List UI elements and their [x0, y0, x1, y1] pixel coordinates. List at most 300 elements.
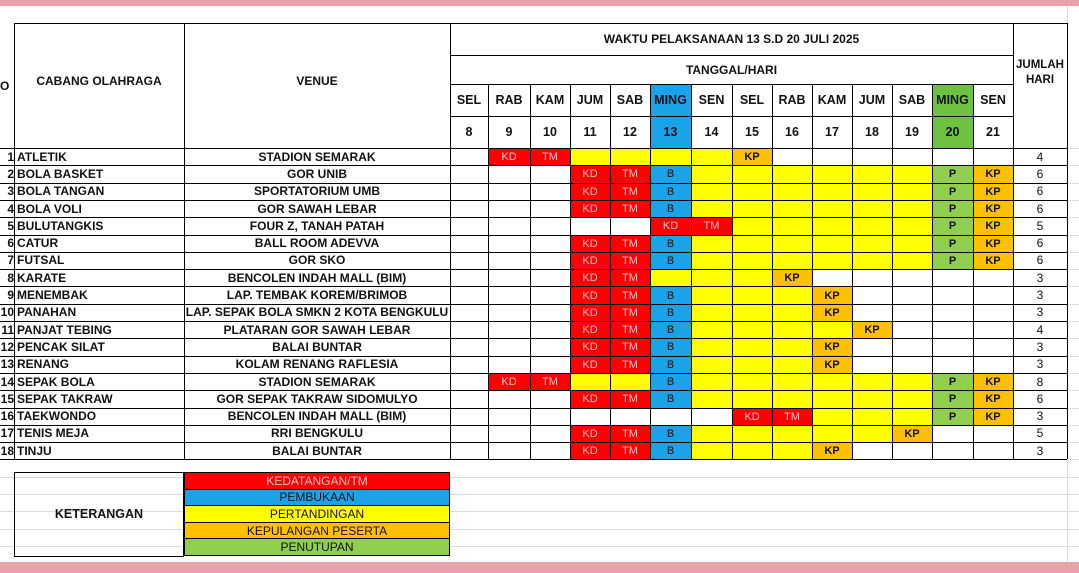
schedule-cell-b[interactable]: B	[650, 304, 691, 321]
schedule-cell-tm[interactable]: TM	[610, 183, 650, 200]
schedule-cell-kp[interactable]: KP	[973, 200, 1013, 217]
table-border	[450, 23, 451, 459]
schedule-cell-b[interactable]: B	[650, 252, 691, 269]
schedule-cell-pertandingan[interactable]	[892, 373, 932, 390]
schedule-cell-pertandingan[interactable]	[812, 166, 852, 183]
schedule-cell-pertandingan[interactable]	[772, 235, 812, 252]
legend-item: PENUTUPAN	[184, 538, 450, 556]
schedule-cell-p[interactable]: P	[932, 200, 973, 217]
schedule-cell-tm[interactable]: TM	[610, 287, 650, 304]
schedule-cell-b[interactable]: B	[650, 287, 691, 304]
total-days[interactable]: 5	[1036, 218, 1044, 233]
schedule-cell-kp[interactable]: KP	[812, 356, 852, 373]
row-number: 12	[0, 339, 14, 354]
schedule-cell-kd[interactable]: KD	[570, 252, 610, 269]
table-border	[932, 84, 933, 459]
sport-name[interactable]: BOLA BASKET	[17, 166, 104, 181]
schedule-cell-b[interactable]: B	[650, 322, 691, 339]
venue-name[interactable]: BENCOLEN INDAH MALL (BIM)	[227, 409, 407, 424]
schedule-cell-tm[interactable]: TM	[610, 304, 650, 321]
sport-name[interactable]: PENCAK SILAT	[17, 339, 105, 354]
schedule-cell-tm[interactable]: TM	[530, 149, 570, 166]
date-number-header: 15	[745, 125, 759, 139]
header-sport: CABANG OLAHRAGA	[36, 73, 162, 88]
schedule-cell-kp[interactable]: KP	[772, 270, 812, 287]
schedule-cell-pertandingan[interactable]	[772, 218, 812, 235]
schedule-cell-pertandingan[interactable]	[691, 356, 732, 373]
schedule-cell-kp[interactable]: KP	[812, 287, 852, 304]
schedule-cell-pertandingan[interactable]	[732, 270, 772, 287]
row-number: 1	[7, 149, 14, 164]
venue-name[interactable]: LAP. TEMBAK KOREM/BRIMOB	[226, 288, 408, 303]
total-days[interactable]: 6	[1036, 236, 1044, 251]
row-number: 13	[0, 357, 14, 372]
schedule-cell-pertandingan[interactable]	[732, 235, 772, 252]
schedule-cell-tm[interactable]: TM	[772, 408, 812, 425]
day-name-header: RAB	[778, 93, 806, 107]
schedule-cell-b[interactable]: B	[650, 200, 691, 217]
schedule-cell-pertandingan[interactable]	[691, 304, 732, 321]
sport-name[interactable]: TAEKWONDO	[17, 409, 97, 424]
table-border	[0, 183, 1067, 184]
table-border	[14, 23, 15, 459]
schedule-cell-pertandingan[interactable]	[812, 408, 852, 425]
schedule-cell-pertandingan[interactable]	[691, 200, 732, 217]
legend-item: PERTANDINGAN	[184, 505, 450, 523]
schedule-cell-pertandingan[interactable]	[732, 304, 772, 321]
spreadsheet	[0, 6, 1079, 562]
date-number-header: 12	[623, 125, 637, 139]
schedule-cell-pertandingan[interactable]	[852, 425, 892, 442]
schedule-cell-kp[interactable]: KP	[973, 252, 1013, 269]
row-number: 4	[7, 201, 14, 216]
schedule-cell-tm[interactable]: TM	[610, 200, 650, 217]
total-days[interactable]: 5	[1036, 426, 1044, 441]
schedule-cell-pertandingan[interactable]	[852, 235, 892, 252]
table-border	[892, 84, 893, 459]
venue-name[interactable]: STADION SEMARAK	[258, 374, 376, 389]
schedule-cell-p[interactable]: P	[932, 235, 973, 252]
schedule-cell-pertandingan[interactable]	[732, 200, 772, 217]
schedule-cell-b[interactable]: B	[650, 356, 691, 373]
day-name-header: SAB	[616, 93, 644, 107]
schedule-cell-kd[interactable]: KD	[570, 339, 610, 356]
total-days[interactable]: 6	[1036, 391, 1044, 406]
table-border	[0, 269, 1067, 270]
total-days[interactable]: 6	[1036, 184, 1044, 199]
day-name-header: MING	[936, 93, 969, 107]
schedule-cell-kd[interactable]: KD	[488, 149, 530, 166]
sport-name[interactable]: RENANG	[17, 357, 70, 372]
schedule-cell-pertandingan[interactable]	[650, 149, 691, 166]
schedule-cell-tm[interactable]: TM	[610, 339, 650, 356]
schedule-cell-kp[interactable]: KP	[812, 304, 852, 321]
schedule-cell-pertandingan[interactable]	[812, 183, 852, 200]
sport-name[interactable]: MENEMBAK	[17, 288, 88, 303]
schedule-cell-kd[interactable]: KD	[570, 391, 610, 408]
schedule-cell-kd[interactable]: KD	[570, 443, 610, 460]
schedule-cell-pertandingan[interactable]	[691, 391, 732, 408]
schedule-cell-pertandingan[interactable]	[892, 391, 932, 408]
header-no: O	[0, 78, 10, 93]
schedule-cell-b[interactable]: B	[650, 235, 691, 252]
schedule-cell-pertandingan[interactable]	[691, 425, 732, 442]
date-number-header: 10	[543, 125, 557, 139]
schedule-cell-pertandingan[interactable]	[691, 183, 732, 200]
schedule-cell-pertandingan[interactable]	[691, 443, 732, 460]
row-number: 7	[7, 253, 14, 268]
schedule-cell-b[interactable]: B	[650, 373, 691, 390]
schedule-cell-pertandingan[interactable]	[852, 200, 892, 217]
table-border	[0, 304, 1067, 305]
table-border	[0, 217, 1067, 218]
sport-name[interactable]: KARATE	[17, 270, 67, 285]
schedule-cell-kd[interactable]: KD	[570, 322, 610, 339]
total-days[interactable]: 3	[1036, 443, 1044, 458]
table-border	[0, 459, 1067, 460]
schedule-cell-kd[interactable]: KD	[488, 373, 530, 390]
schedule-cell-kp[interactable]: KP	[812, 443, 852, 460]
sport-name[interactable]: SEPAK TAKRAW	[17, 391, 113, 406]
total-days[interactable]: 3	[1036, 305, 1044, 320]
schedule-cell-pertandingan[interactable]	[852, 408, 892, 425]
schedule-cell-kd[interactable]: KD	[570, 270, 610, 287]
schedule-cell-tm[interactable]: TM	[610, 235, 650, 252]
venue-name[interactable]: STADION SEMARAK	[258, 149, 376, 164]
table-border	[570, 84, 571, 459]
total-days[interactable]: 3	[1036, 288, 1044, 303]
schedule-cell-pertandingan[interactable]	[570, 373, 610, 390]
schedule-cell-pertandingan[interactable]	[772, 252, 812, 269]
schedule-cell-pertandingan[interactable]	[852, 373, 892, 390]
row-number: 17	[0, 426, 14, 441]
schedule-cell-b[interactable]: B	[650, 339, 691, 356]
schedule-cell-pertandingan[interactable]	[610, 149, 650, 166]
day-name-header: KAM	[817, 93, 847, 107]
schedule-cell-pertandingan[interactable]	[772, 339, 812, 356]
schedule-cell-pertandingan[interactable]	[691, 252, 732, 269]
venue-name[interactable]: PLATARAN GOR SAWAH LEBAR	[223, 322, 411, 337]
schedule-cell-kd[interactable]: KD	[570, 235, 610, 252]
schedule-cell-pertandingan[interactable]	[772, 287, 812, 304]
schedule-cell-pertandingan[interactable]	[732, 425, 772, 442]
schedule-cell-pertandingan[interactable]	[892, 235, 932, 252]
schedule-cell-pertandingan[interactable]	[732, 443, 772, 460]
date-number-header: 20	[945, 125, 960, 139]
total-days[interactable]: 4	[1036, 322, 1044, 337]
schedule-cell-b[interactable]: B	[650, 425, 691, 442]
schedule-cell-kp[interactable]: KP	[973, 183, 1013, 200]
schedule-cell-pertandingan[interactable]	[892, 183, 932, 200]
schedule-cell-tm[interactable]: TM	[610, 252, 650, 269]
legend-item: KEDATANGAN/TM	[184, 472, 450, 490]
venue-name[interactable]: BENCOLEN INDAH MALL (BIM)	[227, 270, 407, 285]
total-days[interactable]: 3	[1036, 409, 1044, 424]
schedule-cell-pertandingan[interactable]	[812, 252, 852, 269]
schedule-cell-pertandingan[interactable]	[892, 252, 932, 269]
table-border	[0, 252, 1067, 253]
schedule-cell-kd[interactable]: KD	[570, 183, 610, 200]
schedule-cell-pertandingan[interactable]	[772, 200, 812, 217]
venue-name[interactable]: SPORTATORIUM UMB	[254, 184, 380, 199]
schedule-cell-pertandingan[interactable]	[772, 166, 812, 183]
date-number-header: 13	[663, 125, 678, 139]
total-days[interactable]: 8	[1036, 374, 1044, 389]
row-number: 10	[0, 305, 14, 320]
schedule-cell-pertandingan[interactable]	[772, 391, 812, 408]
row-number: 6	[7, 236, 14, 251]
schedule-cell-kp[interactable]: KP	[973, 373, 1013, 390]
schedule-cell-tm[interactable]: TM	[610, 443, 650, 460]
schedule-cell-pertandingan[interactable]	[691, 339, 732, 356]
schedule-cell-p[interactable]: P	[932, 252, 973, 269]
total-days[interactable]: 3	[1036, 339, 1044, 354]
schedule-cell-pertandingan[interactable]	[691, 166, 732, 183]
schedule-cell-tm[interactable]: TM	[530, 373, 570, 390]
table-border	[650, 84, 651, 459]
schedule-cell-kp[interactable]: KP	[852, 322, 892, 339]
schedule-cell-pertandingan[interactable]	[772, 425, 812, 442]
date-number-header: 9	[505, 125, 513, 139]
schedule-cell-kp[interactable]: KP	[812, 339, 852, 356]
schedule-cell-p[interactable]: P	[932, 391, 973, 408]
sport-name[interactable]: SEPAK BOLA	[17, 374, 95, 389]
row-number: 16	[0, 409, 14, 424]
date-number-header: 18	[865, 125, 879, 139]
schedule-cell-tm[interactable]: TM	[610, 425, 650, 442]
schedule-cell-tm[interactable]: TM	[610, 391, 650, 408]
schedule-cell-pertandingan[interactable]	[691, 235, 732, 252]
venue-name[interactable]: GOR SKO	[288, 253, 346, 268]
schedule-cell-p[interactable]: P	[932, 373, 973, 390]
schedule-cell-tm[interactable]: TM	[610, 356, 650, 373]
schedule-cell-kd[interactable]: KD	[732, 408, 772, 425]
schedule-cell-pertandingan[interactable]	[772, 356, 812, 373]
schedule-cell-tm[interactable]: TM	[610, 270, 650, 287]
table-border	[973, 84, 974, 459]
schedule-cell-b[interactable]: B	[650, 166, 691, 183]
table-border	[530, 84, 531, 459]
row-number: 18	[0, 443, 14, 458]
table-border	[0, 321, 1067, 322]
table-border	[1013, 23, 1014, 459]
table-border	[732, 84, 733, 459]
total-days[interactable]: 6	[1036, 201, 1044, 216]
schedule-cell-pertandingan[interactable]	[732, 183, 772, 200]
schedule-cell-pertandingan[interactable]	[691, 322, 732, 339]
sport-name[interactable]: PANJAT TEBING	[17, 322, 112, 337]
schedule-cell-pertandingan[interactable]	[772, 322, 812, 339]
table-border	[0, 165, 1067, 166]
schedule-cell-pertandingan[interactable]	[732, 287, 772, 304]
table-border	[488, 84, 489, 459]
schedule-cell-pertandingan[interactable]	[852, 183, 892, 200]
day-name-header: RAB	[495, 93, 523, 107]
schedule-cell-pertandingan[interactable]	[691, 373, 732, 390]
venue-name[interactable]: LAP. SEPAK BOLA SMKN 2 KOTA BENGKULU	[185, 305, 449, 320]
sport-name[interactable]: CATUR	[17, 236, 59, 251]
table-border	[0, 373, 1067, 374]
schedule-cell-pertandingan[interactable]	[852, 218, 892, 235]
table-border	[812, 84, 813, 459]
day-name-header: SEL	[456, 93, 482, 107]
schedule-cell-pertandingan[interactable]	[812, 373, 852, 390]
schedule-cell-pertandingan[interactable]	[812, 235, 852, 252]
schedule-cell-pertandingan[interactable]	[732, 373, 772, 390]
schedule-cell-kp[interactable]: KP	[892, 425, 932, 442]
schedule-cell-pertandingan[interactable]	[892, 218, 932, 235]
day-name-header: MING	[654, 93, 687, 107]
venue-name[interactable]: GOR SAWAH LEBAR	[257, 201, 377, 216]
row-number: 5	[7, 218, 14, 233]
table-border	[14, 23, 1067, 24]
schedule-cell-pertandingan[interactable]	[772, 304, 812, 321]
sport-name[interactable]: BULUTANGKIS	[17, 218, 104, 233]
schedule-cell-pertandingan[interactable]	[732, 391, 772, 408]
row-number: 3	[7, 184, 14, 199]
schedule-cell-kd[interactable]: KD	[570, 200, 610, 217]
sport-name[interactable]: TINJU	[17, 443, 52, 458]
table-border	[0, 200, 1067, 201]
table-border	[0, 390, 1067, 391]
sport-name[interactable]: BOLA TANGAN	[17, 184, 105, 199]
schedule-cell-pertandingan[interactable]	[772, 373, 812, 390]
sport-name[interactable]: PANAHAN	[17, 305, 77, 320]
row-number: 14	[0, 374, 14, 389]
date-number-header: 21	[986, 125, 1000, 139]
schedule-cell-kd[interactable]: KD	[570, 425, 610, 442]
schedule-cell-p[interactable]: P	[932, 183, 973, 200]
venue-name[interactable]: BALAI BUNTAR	[272, 443, 362, 458]
venue-name[interactable]: KOLAM RENANG RAFLESIA	[235, 357, 399, 372]
schedule-cell-pertandingan[interactable]	[732, 252, 772, 269]
total-days[interactable]: 3	[1036, 357, 1044, 372]
schedule-cell-pertandingan[interactable]	[852, 166, 892, 183]
venue-name[interactable]: RRI BENGKULU	[271, 426, 363, 441]
table-border	[0, 235, 1067, 236]
schedule-cell-pertandingan[interactable]	[570, 149, 610, 166]
schedule-cell-pertandingan[interactable]	[732, 322, 772, 339]
table-border	[0, 425, 1067, 426]
total-days[interactable]: 6	[1036, 166, 1044, 181]
date-number-header: 11	[583, 125, 597, 139]
schedule-cell-pertandingan[interactable]	[732, 356, 772, 373]
day-name-header: SEN	[980, 93, 1006, 107]
schedule-cell-pertandingan[interactable]	[852, 391, 892, 408]
schedule-cell-kp[interactable]: KP	[973, 235, 1013, 252]
table-border	[0, 338, 1067, 339]
table-border	[184, 23, 185, 459]
table-border	[450, 55, 1013, 56]
header-total: JUMLAH HARI	[1016, 59, 1064, 86]
schedule-cell-kp[interactable]: KP	[973, 166, 1013, 183]
header-venue: VENUE	[296, 73, 338, 88]
venue-name[interactable]: GOR UNIB	[287, 166, 347, 181]
sport-name[interactable]: ATLETIK	[17, 149, 67, 164]
schedule-cell-p[interactable]: P	[932, 408, 973, 425]
schedule-cell-b[interactable]: B	[650, 443, 691, 460]
schedule-cell-tm[interactable]: TM	[610, 322, 650, 339]
table-border	[0, 286, 1067, 287]
schedule-cell-pertandingan[interactable]	[812, 322, 852, 339]
schedule-cell-kd[interactable]: KD	[650, 218, 691, 235]
schedule-cell-pertandingan[interactable]	[691, 149, 732, 166]
schedule-cell-kp[interactable]: KP	[973, 408, 1013, 425]
schedule-cell-pertandingan[interactable]	[812, 200, 852, 217]
legend-item: PEMBUKAAN	[184, 489, 450, 507]
schedule-cell-kp[interactable]: KP	[732, 149, 772, 166]
schedule-cell-p[interactable]: P	[932, 166, 973, 183]
schedule-cell-pertandingan[interactable]	[732, 166, 772, 183]
schedule-cell-b[interactable]: B	[650, 183, 691, 200]
schedule-cell-pertandingan[interactable]	[812, 218, 852, 235]
schedule-cell-pertandingan[interactable]	[610, 373, 650, 390]
sport-name[interactable]: FUTSAL	[17, 253, 65, 268]
sport-name[interactable]: TENIS MEJA	[17, 426, 90, 441]
table-border	[691, 84, 692, 459]
schedule-cell-tm[interactable]: TM	[691, 218, 732, 235]
row-number: 11	[1, 322, 14, 337]
schedule-cell-pertandingan[interactable]	[852, 252, 892, 269]
day-name-header: SAB	[898, 93, 926, 107]
venue-name[interactable]: BALL ROOM ADEVVA	[254, 236, 380, 251]
legend-title: KETERANGAN	[14, 472, 184, 557]
schedule-cell-tm[interactable]: TM	[610, 166, 650, 183]
schedule-cell-p[interactable]: P	[932, 218, 973, 235]
schedule-cell-pertandingan[interactable]	[772, 443, 812, 460]
total-days[interactable]: 3	[1036, 270, 1044, 285]
table-border	[852, 84, 853, 459]
table-border	[0, 356, 1067, 357]
venue-name[interactable]: GOR SEPAK TAKRAW SIDOMULYO	[216, 391, 418, 406]
row-number: 9	[7, 288, 14, 303]
schedule-cell-kd[interactable]: KD	[570, 287, 610, 304]
schedule-cell-b[interactable]: B	[650, 391, 691, 408]
schedule-cell-pertandingan[interactable]	[691, 287, 732, 304]
date-number-header: 17	[825, 125, 839, 139]
venue-name[interactable]: FOUR Z, TANAH PATAH	[249, 218, 385, 233]
date-number-header: 16	[785, 125, 799, 139]
venue-name[interactable]: BALAI BUNTAR	[272, 339, 362, 354]
header-period: WAKTU PELAKSANAAN 13 S.D 20 JULI 2025	[603, 32, 860, 46]
schedule-cell-pertandingan[interactable]	[892, 200, 932, 217]
schedule-cell-pertandingan[interactable]	[812, 425, 852, 442]
day-name-header: SEL	[739, 93, 765, 107]
legend-item: KEPULANGAN PESERTA	[184, 522, 450, 540]
schedule-cell-pertandingan[interactable]	[812, 391, 852, 408]
schedule-cell-pertandingan[interactable]	[650, 270, 691, 287]
schedule-cell-pertandingan[interactable]	[892, 408, 932, 425]
total-days[interactable]: 4	[1036, 149, 1044, 164]
schedule-cell-kd[interactable]: KD	[570, 166, 610, 183]
table-border	[0, 408, 1067, 409]
schedule-cell-kd[interactable]: KD	[570, 356, 610, 373]
schedule-cell-kp[interactable]: KP	[973, 218, 1013, 235]
schedule-cell-pertandingan[interactable]	[772, 183, 812, 200]
schedule-cell-pertandingan[interactable]	[732, 339, 772, 356]
table-border	[0, 148, 1067, 149]
schedule-cell-pertandingan[interactable]	[732, 218, 772, 235]
schedule-cell-pertandingan[interactable]	[691, 270, 732, 287]
row-number: 2	[7, 166, 14, 181]
schedule-cell-kd[interactable]: KD	[570, 304, 610, 321]
schedule-cell-pertandingan[interactable]	[892, 166, 932, 183]
schedule-cell-kp[interactable]: KP	[973, 391, 1013, 408]
day-name-header: JUM	[576, 93, 604, 107]
sport-name[interactable]: BOLA VOLI	[17, 201, 82, 216]
date-number-header: 14	[704, 125, 719, 139]
total-days[interactable]: 6	[1036, 253, 1044, 268]
